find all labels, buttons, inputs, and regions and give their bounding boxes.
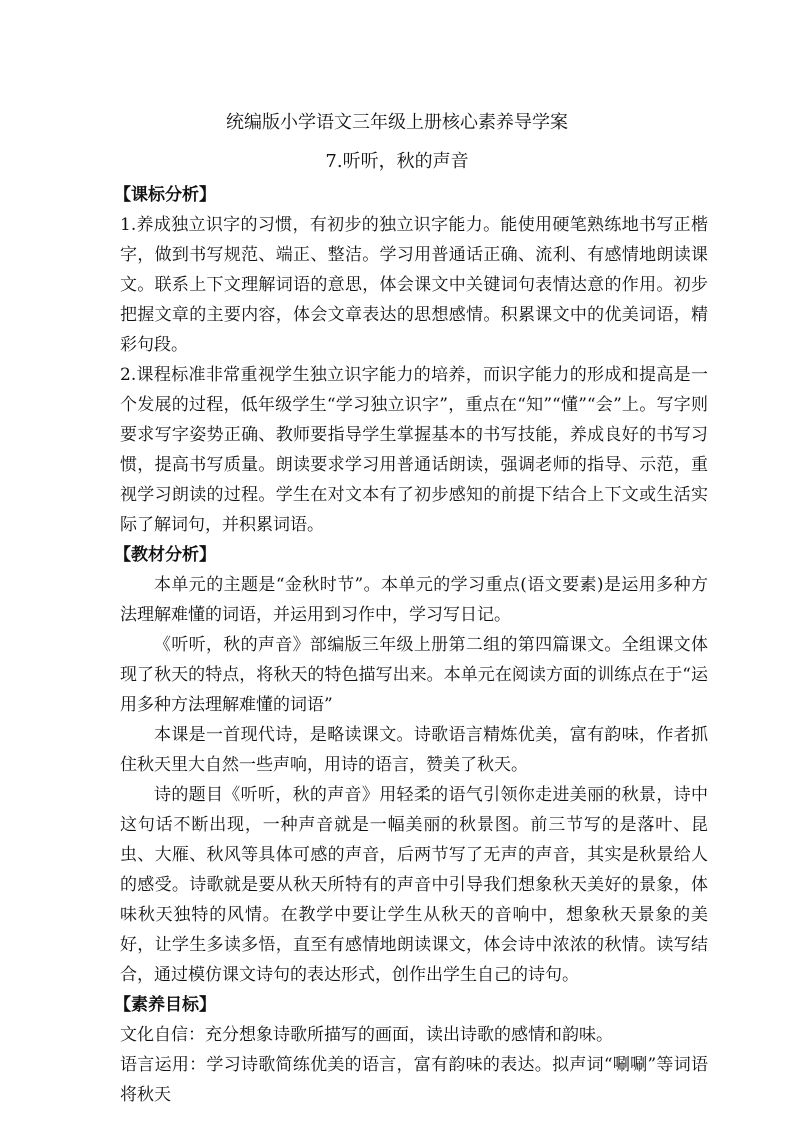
document-title: 统编版小学语文三年级上册核心素养导学案 [226, 112, 568, 133]
textbook-paragraph-4: 诗的题目《听听，秋的声音》用轻柔的语气引领你走进美丽的秋景，诗中这句话不断出现，一种声音就是一幅美丽的秋景图。前三节写的是落叶、昆虫、大雁、秋风等具体可感的声音，后两节写了无声的声音，其实是秋景给人的感受。诗歌就是要从秋天所特有的声音中引导我们想象秋天美好的景象，体味秋天独特的风情。在教学中要让学生从秋天的音响中，想象秋天景象的美好，让学生多读多悟，直至有感情地朗读课文，体会诗中浓浓的秋情。读写结合，通过模仿课文诗句的表达形式，创作出学生自己的诗句。 [120, 785, 708, 985]
section-heading-curriculum: 【课标分析】 [114, 185, 216, 205]
textbook-paragraph-1: 本单元的主题是“金秋时节”。本单元的学习重点(语文要素)是运用多种方法理解难懂的词语，并运用到习作中，学习写日记。 [120, 575, 708, 625]
goals-paragraph-1: 文化自信：充分想象诗歌所描写的画面，读出诗歌的感情和韵味。 [120, 1025, 613, 1045]
goals-paragraph-2: 语言运用：学习诗歌简练优美的语言，富有韵味的表达。拟声词“唰唰”等词语将秋天 [120, 1055, 708, 1105]
curriculum-paragraph-2: 2.课程标准非常重视学生独立识字能力的培养，而识字能力的形成和提高是一个发展的过程，低年级学生“学习独立识字”，重点在“知”“懂”“会”上。写字则要求写字姿势正确、教师要指导学生掌握基本的书写技能，养成良好的书写习惯，提高书写质量。朗读要求学习用普通话朗读，强调老师的指导、示范，重视学习朗读的过程。学生在对文本有了初步感知的前提下结合上下文或生活实际了解词句，并积累词语。 [120, 365, 708, 535]
textbook-paragraph-3: 本课是一首现代诗，是略读课文。诗歌语言精炼优美，富有韵味，作者抓住秋天里大自然一些声响，用诗的语言，赞美了秋天。 [120, 725, 708, 775]
document-body [114, 180, 708, 1110]
section-heading-textbook: 【教材分析】 [114, 545, 216, 565]
curriculum-paragraph-1: 1.养成独立识字的习惯，有初步的独立识字能力。能使用硬笔熟练地书写正楷字，做到书写规范、端正、整洁。学习用普通话正确、流利、有感情地朗读课文。联系上下文理解词语的意思，体会课文中关键词句表情达意的作用。初步把握文章的主要内容，体会文章表达的思想感情。积累课文中的优美词语，精彩句段。 [120, 215, 708, 355]
textbook-paragraph-2: 《听听，秋的声音》部编版三年级上册第二组的第四篇课文。全组课文体现了秋天的特点，将秋天的特色描写出来。本单元在阅读方面的训练点在于“运用多种方法理解难懂的词语” [120, 635, 708, 715]
section-heading-goals: 【素养目标】 [114, 995, 216, 1015]
lesson-title: 7.听听，秋的声音 [325, 151, 469, 172]
